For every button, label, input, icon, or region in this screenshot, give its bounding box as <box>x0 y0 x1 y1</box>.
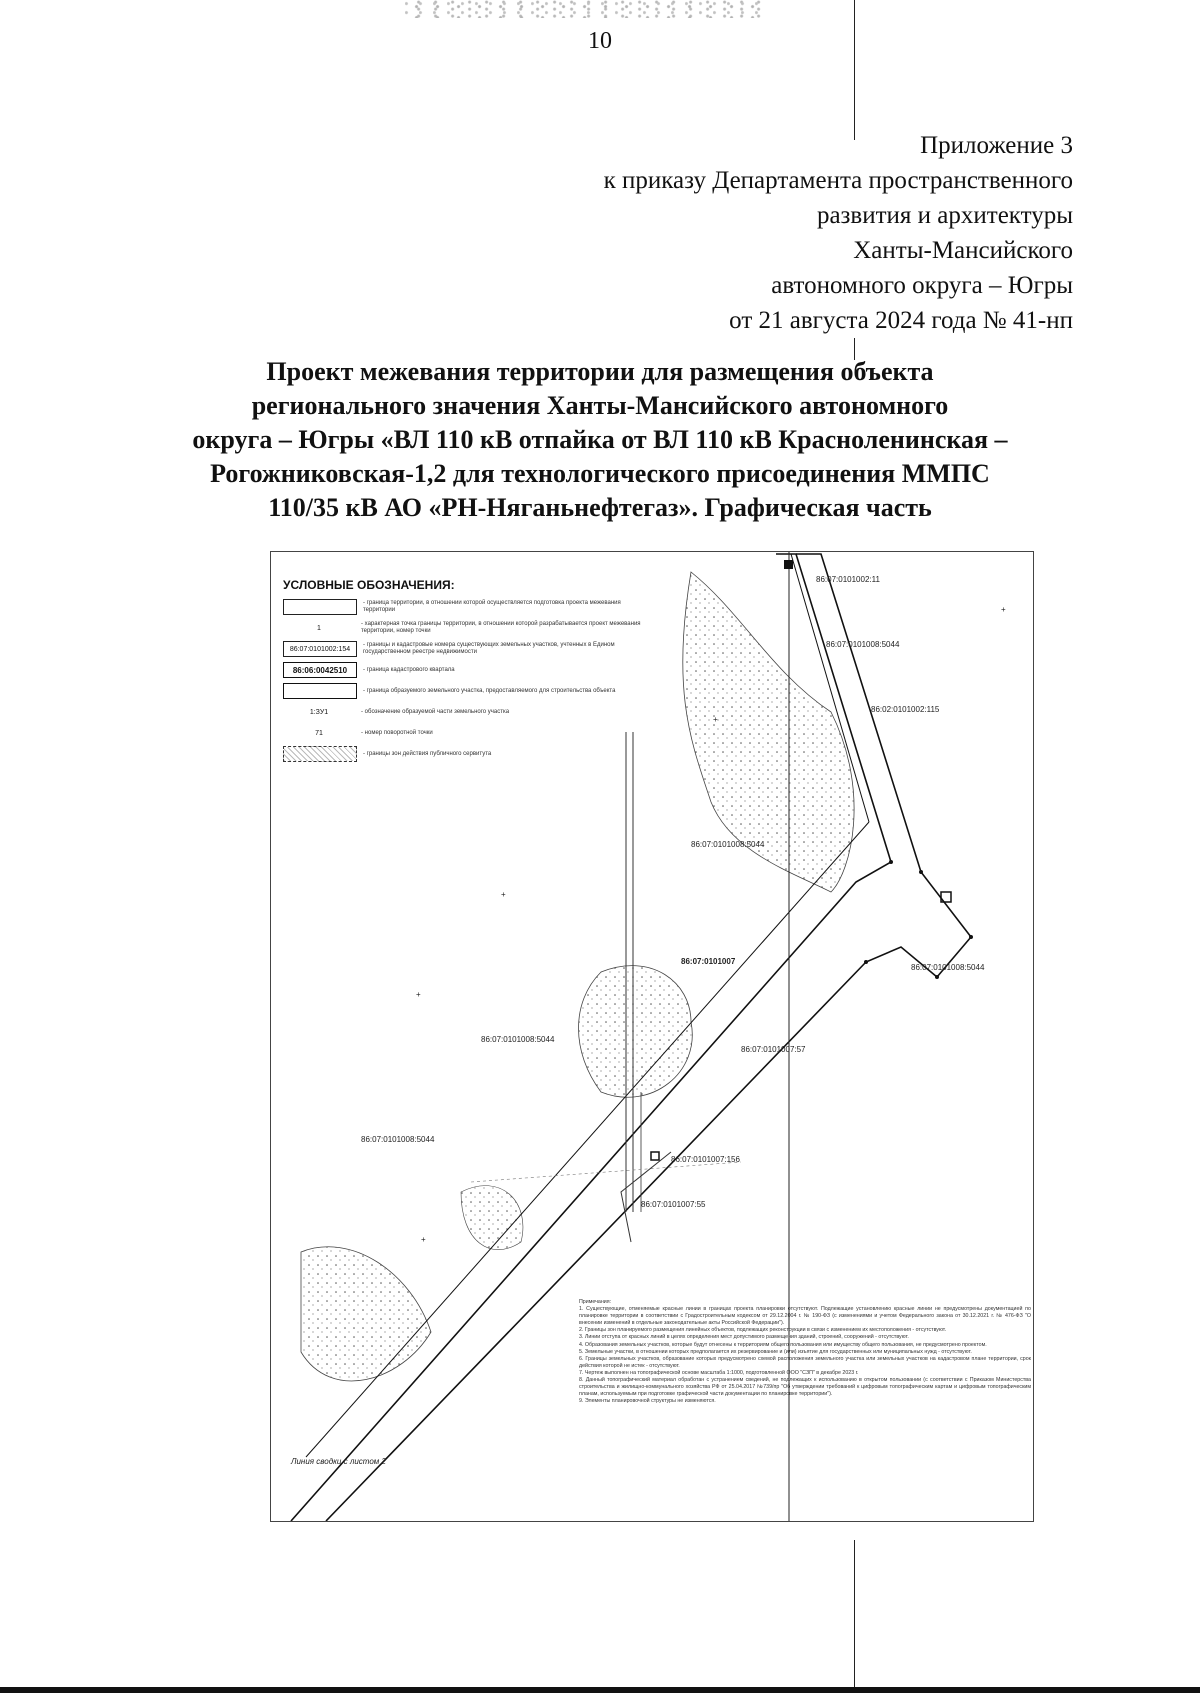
turn-point <box>864 960 868 964</box>
terrain-area <box>301 1247 431 1381</box>
cadastral-label: 86:07:0101007:57 <box>741 1045 806 1054</box>
station-marker <box>651 1152 659 1160</box>
note-line: 4. Образования земельных участков, которые будут отнесены к территориям общего пользования или имуществу общего пользования, не предусмотрено проектом. <box>579 1341 987 1348</box>
title-line: 110/35 кВ АО «РН-Няганьнефтегаз». Графическая часть <box>268 493 932 522</box>
approval-line: развития и архитектуры <box>816 202 1073 229</box>
approval-line: от 21 августа 2024 года № 41-нп <box>729 307 1073 334</box>
legend-item <box>283 724 643 742</box>
approval-line: к приказу Департамента пространственного <box>603 167 1073 194</box>
cross-marker: + <box>713 715 718 724</box>
turn-point <box>935 975 939 979</box>
cadastral-label: 86:07:0101008:5044 <box>361 1135 435 1144</box>
note-line: Примечания: <box>579 1299 612 1305</box>
map-legend <box>283 578 643 766</box>
cross-marker: + <box>501 890 506 899</box>
note-line: 5. Земельные участки, в отношении которых предполагается их резервирование и (или) изъятие для государственных или муниципальных нужд - отсутствуют. <box>579 1348 972 1355</box>
cadastral-label: 86:07:0101008:5044 <box>481 1035 555 1044</box>
legend-symbol <box>283 599 357 615</box>
legend-symbol: 86:07:0101002:154 <box>283 641 357 657</box>
cadastral-label: 86:07:0101007:156 <box>671 1155 740 1164</box>
legend-text: - границы зон действия публичного сервитута <box>363 750 492 757</box>
approval-block <box>604 128 1073 338</box>
legend-item <box>283 703 643 721</box>
bottom-rule <box>0 1687 1200 1693</box>
legend-title: УСЛОВНЫЕ ОБОЗНАЧЕНИЯ: <box>283 578 455 592</box>
note-line: 7. Чертеж выполнен на топографической основе масштаба 1:1000, подготовленной ООО "СЗП" в декабре 2023 г. <box>579 1369 859 1376</box>
document-title <box>90 355 1110 525</box>
legend-text: - граница кадастрового квартала <box>363 666 455 673</box>
legend-symbol <box>283 683 357 699</box>
note-line: 3. Линии отступа от красных линий в целях определения мест допустимого размещения зданий, строений, сооружений - отсутствуют. <box>579 1334 909 1341</box>
cross-marker: + <box>416 990 421 999</box>
legend-text: - обозначение образуемой части земельного участка <box>361 708 510 715</box>
cadastral-label: 86:07:0101008:5044 <box>691 840 765 849</box>
cadastral-label: 86:07:0101008:5044 <box>911 963 985 972</box>
turn-point <box>969 935 973 939</box>
legend-symbol: 71 <box>315 729 323 737</box>
note-line: 6. Границы земельных участков, образование которых предусмотрено схемой расположения земельного участка или земельных участков на кадастровом плане территории, срок действия которой не истек - отсутствуют. <box>579 1355 1031 1369</box>
legend-symbol <box>283 746 357 762</box>
note-line: 8. Данный топографический материал обработан с устранением сведений, не подлежащих к использованию в открытом пользовании (с соответствии с Приказом Министерства строительства и жилищно-коммунального хозяйства РФ от 25.04.2017 №739/пр "Об утверждении требований к цифровым топографическим картам и цифровым топографическим планам, используемым при подготовке графической части документации по планировке территории"). <box>579 1377 1031 1398</box>
turn-point <box>919 870 923 874</box>
survey-map <box>270 551 1034 1522</box>
approval-line: автономного округа – Югры <box>771 272 1073 299</box>
legend-text: - граница образуемого земельного участка, предоставляемого для строительства объекта <box>363 687 616 694</box>
legend-item <box>283 619 643 637</box>
title-line: Рогожниковская-1,2 для технологического присоединения ММПС <box>210 459 990 488</box>
terrain-area <box>579 966 693 1098</box>
cadastral-label: 86:02:0101002:115 <box>871 705 940 714</box>
legend-symbol: 1:ЗУ1 <box>309 708 329 716</box>
sheet-link-label: Линия сводки с листом 2 <box>291 1457 386 1466</box>
legend-item <box>283 640 643 658</box>
legend-item <box>283 598 643 616</box>
title-line: округа – Югры «ВЛ 110 кВ отпайка от ВЛ 110 кВ Красноленинская – <box>192 425 1008 454</box>
page-number: 10 <box>588 28 612 54</box>
legend-text: - граница территории, в отношении которой осуществляется подготовка проекта межевания территории <box>363 600 621 613</box>
approval-line: Ханты-Мансийского <box>853 237 1073 264</box>
turn-point <box>889 860 893 864</box>
road-line <box>621 1152 671 1242</box>
legend-item <box>283 682 643 700</box>
cadastral-label: 86:07:0101007 <box>681 957 736 966</box>
cross-marker: + <box>421 1235 426 1244</box>
legend-item <box>283 661 643 679</box>
legend-text: - границы и кадастровые номера существующих земельных участков, учтенных в Едином государственном реестре недвижимости <box>363 642 615 655</box>
legend-text: - номер поворотной точки <box>361 729 433 736</box>
map-notes <box>579 1299 1031 1405</box>
note-line: 9. Элементы планировочной структуры не изменяются. <box>579 1398 716 1405</box>
corner-marker <box>784 560 793 569</box>
title-line: Проект межевания территории для размещения объекта <box>266 357 934 386</box>
legend-symbol: 1 <box>317 624 321 632</box>
legend-symbol: 86:06:0042510 <box>283 662 357 678</box>
legend-text: - характерная точка границы территории, в отношении которой разрабатывается проект межевания территории, номер точки <box>361 621 641 634</box>
note-line: 1. Существующие, отменяемые красные линии в границах проекта планировки отсутствуют. Подлежащие установлению красные линии не предусмотрены документацией по планировке территории в соответствии с Градостроительным кодексом от 29.12.2004 г. № 190-ФЗ (с изменениями и учетом Федерального закона от 30.12.2021 г. № 476-ФЗ "О внесении изменений в отдельные законодательные акты Российской Федерации"). <box>579 1306 1031 1327</box>
scan-line-top <box>854 0 855 140</box>
cadastral-label: 86:07:0101002:11 <box>816 575 880 584</box>
legend-item <box>283 745 643 763</box>
cadastral-label: 86:07:0101008:5044 <box>826 640 900 649</box>
cadastral-label: 86:07:0101007:55 <box>641 1200 706 1209</box>
cross-marker: + <box>1001 605 1006 614</box>
scan-noise <box>405 0 765 18</box>
terrain-area <box>461 1186 523 1250</box>
approval-line: Приложение 3 <box>920 132 1073 159</box>
scan-line-lower <box>854 1540 855 1693</box>
note-line: 2. Границы зон планируемого размещения линейных объектов, подлежащих реконструкции в связи с изменением их местоположения - отсутствуют. <box>579 1327 947 1334</box>
title-line: регионального значения Ханты-Мансийского автономного <box>251 391 949 420</box>
